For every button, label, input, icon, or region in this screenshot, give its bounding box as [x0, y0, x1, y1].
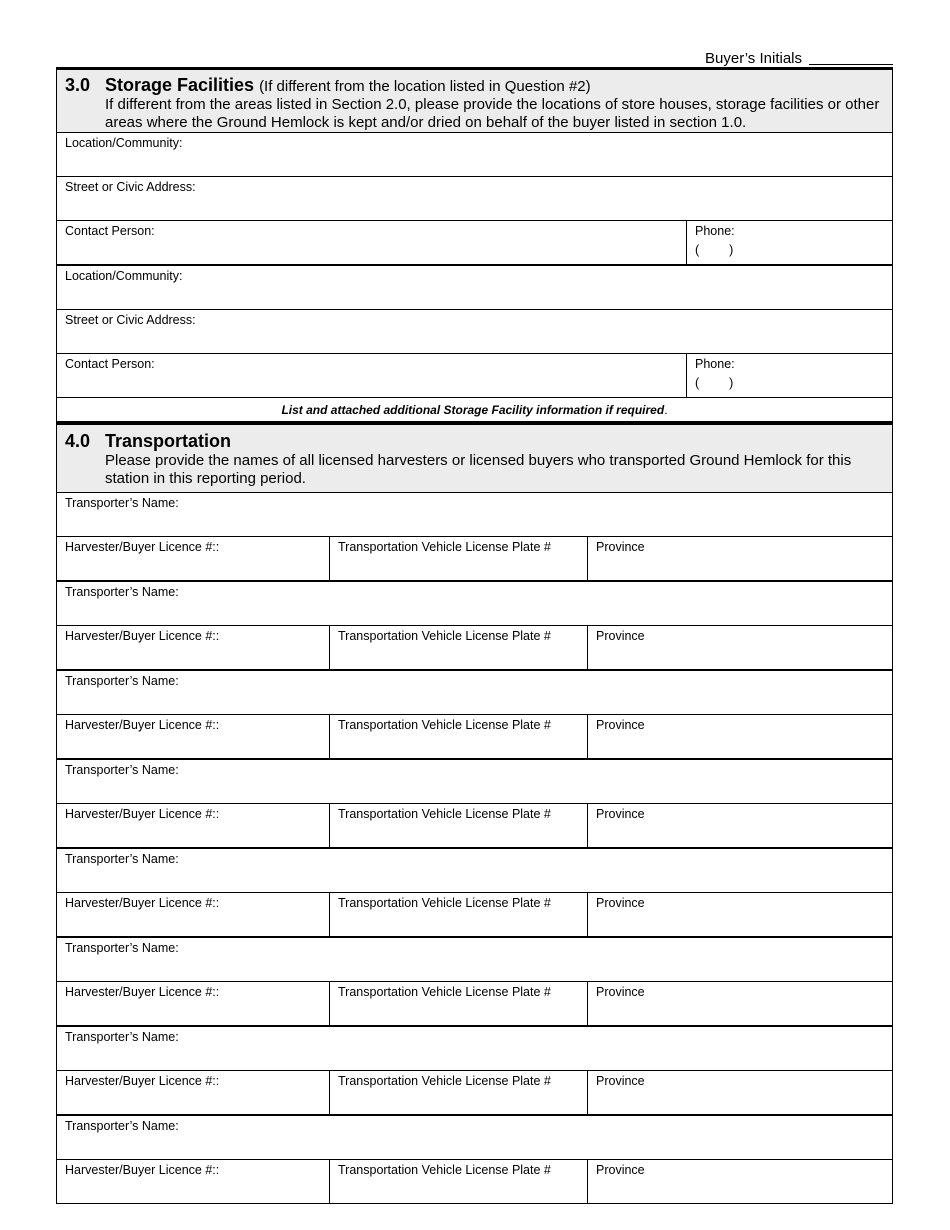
section-3-title: Storage Facilities — [105, 75, 255, 95]
plate-label: Transportation Vehicle License Plate # — [338, 540, 551, 554]
phone-label: Phone: — [695, 224, 735, 238]
province-label: Province — [596, 807, 645, 821]
transporter-details-row — [57, 537, 892, 582]
transporter-list — [57, 493, 892, 1203]
section-4-description: Please provide the names of all licensed harvesters or licensed buyers who transported Ground Hemlock for this station in this reporting period. — [105, 452, 852, 487]
transporter-details-row — [57, 626, 892, 671]
province-field[interactable] — [587, 1071, 892, 1114]
province-label: Province — [596, 1163, 645, 1177]
storage-location-row-1 — [57, 133, 892, 177]
license-plate-field[interactable] — [329, 1160, 587, 1203]
storage-street-field-2[interactable] — [57, 310, 892, 353]
licence-label: Harvester/Buyer Licence #:: — [65, 807, 220, 821]
location-label: Location/Community: — [65, 136, 183, 150]
storage-phone-field-2[interactable] — [686, 354, 892, 397]
licence-label: Harvester/Buyer Licence #:: — [65, 985, 220, 999]
province-field[interactable] — [587, 626, 892, 669]
phone-area-code: ( ) — [695, 243, 734, 257]
licence-label: Harvester/Buyer Licence #:: — [65, 1163, 220, 1177]
license-plate-field[interactable] — [329, 893, 587, 936]
transporter-name-field[interactable] — [57, 582, 892, 625]
transporter-name-row — [57, 671, 892, 715]
phone-label: Phone: — [695, 357, 735, 371]
transporter-name-field[interactable] — [57, 1027, 892, 1070]
transporter-name-field[interactable] — [57, 938, 892, 981]
licence-number-field[interactable] — [57, 893, 329, 936]
transporter-details-row — [57, 982, 892, 1027]
licence-label: Harvester/Buyer Licence #:: — [65, 1074, 220, 1088]
transporter-name-label: Transporter’s Name: — [65, 585, 179, 599]
province-field[interactable] — [587, 804, 892, 847]
licence-number-field[interactable] — [57, 715, 329, 758]
transporter-name-label: Transporter’s Name: — [65, 941, 179, 955]
contact-label: Contact Person: — [65, 224, 155, 238]
province-field[interactable] — [587, 715, 892, 758]
province-label: Province — [596, 629, 645, 643]
licence-number-field[interactable] — [57, 982, 329, 1025]
licence-number-field[interactable] — [57, 804, 329, 847]
license-plate-field[interactable] — [329, 537, 587, 580]
licence-label: Harvester/Buyer Licence #:: — [65, 540, 220, 554]
section-3-number: 3.0 — [65, 75, 91, 95]
storage-street-row-1 — [57, 177, 892, 221]
licence-number-field[interactable] — [57, 1071, 329, 1114]
province-label: Province — [596, 896, 645, 910]
license-plate-field[interactable] — [329, 715, 587, 758]
transporter-name-label: Transporter’s Name: — [65, 1119, 179, 1133]
storage-street-field-1[interactable] — [57, 177, 892, 220]
province-label: Province — [596, 1074, 645, 1088]
transporter-details-row — [57, 1071, 892, 1116]
license-plate-field[interactable] — [329, 982, 587, 1025]
plate-label: Transportation Vehicle License Plate # — [338, 1074, 551, 1088]
transporter-name-row — [57, 582, 892, 626]
licence-label: Harvester/Buyer Licence #:: — [65, 718, 220, 732]
location-label: Location/Community: — [65, 269, 183, 283]
section-3-description: If different from the areas listed in Section 2.0, please provide the locations of store houses, storage facilities or other areas where the Ground Hemlock is kept and/or dried on behalf of the buyer listed in section 1.0. — [105, 96, 880, 131]
transporter-name-field[interactable] — [57, 1116, 892, 1159]
licence-label: Harvester/Buyer Licence #:: — [65, 629, 220, 643]
plate-label: Transportation Vehicle License Plate # — [338, 629, 551, 643]
licence-label: Harvester/Buyer Licence #:: — [65, 896, 220, 910]
transporter-name-field[interactable] — [57, 849, 892, 892]
province-label: Province — [596, 718, 645, 732]
transporter-name-row — [57, 849, 892, 893]
transporter-details-row — [57, 804, 892, 849]
province-field[interactable] — [587, 537, 892, 580]
transporter-name-row — [57, 493, 892, 537]
section-3-title-note: (If different from the location listed in Question #2) — [259, 78, 591, 95]
street-label: Street or Civic Address: — [65, 313, 196, 327]
storage-phone-field-1[interactable] — [686, 221, 892, 264]
buyers-initials-label: Buyer’s Initials — [705, 50, 802, 67]
licence-number-field[interactable] — [57, 1160, 329, 1203]
licence-number-field[interactable] — [57, 537, 329, 580]
transporter-name-label: Transporter’s Name: — [65, 674, 179, 688]
section-4-header — [57, 422, 892, 493]
transporter-name-label: Transporter’s Name: — [65, 496, 179, 510]
street-label: Street or Civic Address: — [65, 180, 196, 194]
province-label: Province — [596, 540, 645, 554]
license-plate-field[interactable] — [329, 804, 587, 847]
province-field[interactable] — [587, 1160, 892, 1203]
plate-label: Transportation Vehicle License Plate # — [338, 1163, 551, 1177]
province-field[interactable] — [587, 893, 892, 936]
storage-contact-row-2 — [57, 354, 892, 398]
transporter-details-row — [57, 715, 892, 760]
transporter-name-row — [57, 760, 892, 804]
plate-label: Transportation Vehicle License Plate # — [338, 807, 551, 821]
transporter-name-row — [57, 1116, 892, 1160]
licence-number-field[interactable] — [57, 626, 329, 669]
storage-contact-row-1 — [57, 221, 892, 266]
transporter-name-row — [57, 1027, 892, 1071]
storage-location-field-1[interactable] — [57, 133, 892, 176]
section-4-title: Transportation — [105, 431, 232, 451]
form-table — [56, 67, 893, 1204]
plate-label: Transportation Vehicle License Plate # — [338, 896, 551, 910]
license-plate-field[interactable] — [329, 626, 587, 669]
plate-label: Transportation Vehicle License Plate # — [338, 985, 551, 999]
transporter-details-row — [57, 1160, 892, 1203]
transporter-name-label: Transporter’s Name: — [65, 852, 179, 866]
phone-area-code: ( ) — [695, 376, 734, 390]
buyers-initials-field[interactable] — [809, 64, 893, 65]
section-3-header — [57, 70, 892, 133]
contact-label: Contact Person: — [65, 357, 155, 371]
transporter-name-field[interactable] — [57, 760, 892, 803]
transporter-name-field[interactable] — [57, 493, 892, 536]
province-label: Province — [596, 985, 645, 999]
province-field[interactable] — [587, 982, 892, 1025]
license-plate-field[interactable] — [329, 1071, 587, 1114]
storage-location-field-2[interactable] — [57, 266, 892, 309]
plate-label: Transportation Vehicle License Plate # — [338, 718, 551, 732]
storage-contact-field-1[interactable] — [57, 221, 686, 264]
storage-contact-field-2[interactable] — [57, 354, 686, 397]
transporter-name-label: Transporter’s Name: — [65, 763, 179, 777]
section-4-number: 4.0 — [65, 431, 91, 451]
transporter-name-label: Transporter’s Name: — [65, 1030, 179, 1044]
storage-street-row-2 — [57, 310, 892, 354]
transporter-name-row — [57, 938, 892, 982]
transporter-details-row — [57, 893, 892, 938]
transporter-name-field[interactable] — [57, 671, 892, 714]
storage-location-row-2 — [57, 266, 892, 310]
storage-additional-note: List and attached additional Storage Facility information if required. — [57, 398, 892, 422]
